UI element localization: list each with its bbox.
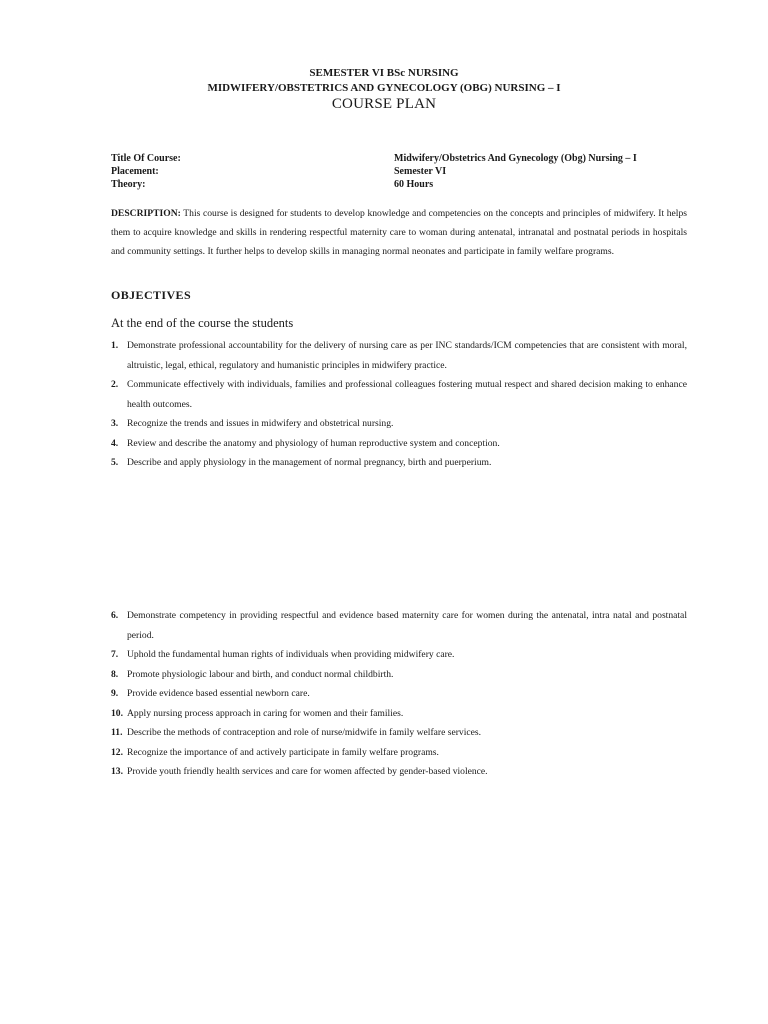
info-value-placement: Semester VI	[394, 166, 447, 177]
objective-item	[111, 704, 687, 724]
objective-text: Describe the methods of contraception and role of nurse/midwife in family welfare services.	[127, 727, 482, 738]
objective-item	[111, 723, 687, 743]
objective-text: Demonstrate competency in providing respectful and evidence based maternity care for women during the antenatal, intra natal and postnatal period.	[127, 610, 687, 641]
objective-number: 4.	[111, 437, 119, 449]
objectives-intro: At the end of the course the students	[111, 316, 294, 330]
objective-text: Apply nursing process approach in caring for women and their families.	[127, 707, 404, 719]
objective-number: 11.	[111, 727, 123, 738]
objective-text: Recognize the importance of and actively participate in family welfare programs.	[127, 746, 439, 758]
objective-number: 5.	[111, 457, 119, 468]
objective-number: 10.	[111, 707, 123, 719]
objective-text: Provide youth friendly health services and care for women affected by gender-based violence.	[127, 766, 488, 777]
description-text: This course is designed for students to develop knowledge and competencies on the concepts and principles of midwifery. It helps them to acquire knowledge and skills in rendering respectful maternity care to woman during antenatal, intranatal and postnatal periods in hospitals and community settings. It further helps to develop skills in managing normal neonates and participate in family welfare programs.	[111, 208, 687, 257]
objective-number: 1.	[111, 340, 119, 351]
objective-number: 6.	[111, 610, 119, 621]
objectives-list-part1	[111, 336, 687, 473]
info-label-placement: Placement:	[111, 166, 159, 177]
objectives-list-part2	[111, 606, 687, 782]
objective-text: Recognize the trends and issues in midwifery and obstetrical nursing.	[127, 418, 394, 429]
objective-number: 3.	[111, 418, 119, 429]
objective-item	[111, 414, 687, 434]
objective-text: Provide evidence based essential newborn care.	[127, 688, 310, 699]
course-info-row	[111, 153, 691, 166]
objective-item	[111, 665, 687, 685]
course-info-row	[111, 166, 691, 179]
objective-text: Describe and apply physiology in the management of normal pregnancy, birth and puerperium.	[127, 457, 492, 468]
objectives-heading: OBJECTIVES	[111, 288, 192, 302]
course-info-row	[111, 179, 691, 192]
info-value-theory: 60 Hours	[394, 179, 434, 190]
page-title: COURSE PLAN	[331, 96, 437, 112]
objective-text: Promote physiologic labour and birth, and conduct normal childbirth.	[127, 668, 394, 680]
objective-item	[111, 375, 687, 414]
objective-number: 12.	[111, 746, 123, 758]
objective-item	[111, 453, 687, 473]
info-label-title: Title Of Course:	[111, 153, 181, 164]
objective-item	[111, 434, 687, 454]
objective-number: 7.	[111, 649, 119, 660]
objective-text: Communicate effectively with individuals, families and professional colleagues fostering mutual respect and shared decision making to enhance health outcomes.	[127, 379, 687, 410]
description-paragraph	[111, 204, 687, 261]
objective-item	[111, 762, 687, 782]
info-value-title: Midwifery/Obstetrics And Gynecology (Obg) Nursing – I	[394, 153, 637, 164]
objective-item	[111, 684, 687, 704]
objective-number: 9.	[111, 688, 119, 699]
objective-item	[111, 743, 687, 763]
objective-number: 8.	[111, 668, 119, 680]
description-label: DESCRIPTION:	[111, 208, 181, 219]
objective-item	[111, 606, 687, 645]
info-label-theory: Theory:	[111, 179, 146, 190]
objective-item	[111, 336, 687, 375]
course-subtitle: MIDWIFERY/OBSTETRICS AND GYNECOLOGY (OBG) NURSING – I	[207, 82, 561, 94]
objective-number: 13.	[111, 766, 123, 777]
objective-text: Demonstrate professional accountability for the delivery of nursing care as per INC standards/ICM competencies that are consistent with moral, altruistic, legal, ethical, regulatory and humanistic principles in midwifery practice.	[127, 340, 687, 371]
semester-heading: SEMESTER VI BSc NURSING	[309, 67, 459, 79]
objective-number: 2.	[111, 379, 119, 390]
objective-text: Review and describe the anatomy and physiology of human reproductive system and conception.	[127, 437, 500, 449]
objective-text: Uphold the fundamental human rights of individuals when providing midwifery care.	[127, 649, 455, 660]
objective-item	[111, 645, 687, 665]
